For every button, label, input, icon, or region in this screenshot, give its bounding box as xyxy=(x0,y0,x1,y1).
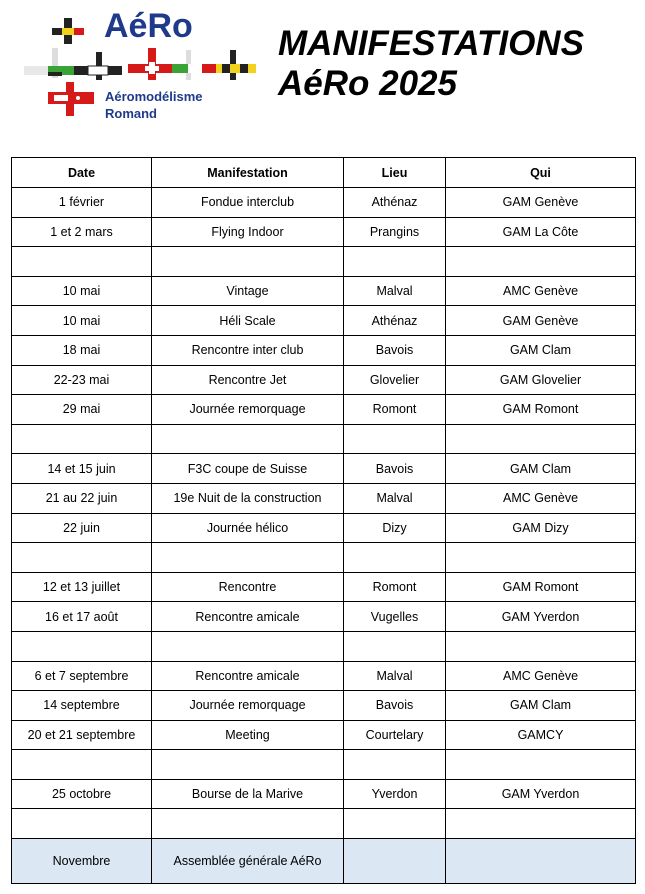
table-row xyxy=(12,335,636,365)
cell-lieu: Malval xyxy=(344,276,446,306)
cell-date: 6 et 7 septembre xyxy=(12,661,152,691)
cell-lieu xyxy=(344,839,446,884)
cell-date: 22 juin xyxy=(12,513,152,543)
cell-manifestation: Héli Scale xyxy=(152,306,344,336)
table-row xyxy=(12,188,636,218)
cell-manifestation: Rencontre Jet xyxy=(152,365,344,395)
cell-lieu: Yverdon xyxy=(344,779,446,809)
table-row xyxy=(12,395,636,425)
cell-lieu: Bavois xyxy=(344,691,446,721)
cell-manifestation: Flying Indoor xyxy=(152,217,344,247)
cell-date: Novembre xyxy=(12,839,152,884)
table-row xyxy=(12,513,636,543)
cell-manifestation xyxy=(152,631,344,661)
cell-qui: GAMCY xyxy=(446,720,636,750)
cell-date: 14 septembre xyxy=(12,691,152,721)
cell-qui: GAM Genève xyxy=(446,188,636,218)
cell-manifestation: Journée remorquage xyxy=(152,395,344,425)
cell-date: 12 et 13 juillet xyxy=(12,572,152,602)
column-header-qui: Qui xyxy=(446,158,636,188)
cell-date: 22-23 mai xyxy=(12,365,152,395)
cell-lieu: Vugelles xyxy=(344,602,446,632)
cell-qui: GAM Yverdon xyxy=(446,602,636,632)
cell-qui: GAM Yverdon xyxy=(446,779,636,809)
cell-lieu xyxy=(344,631,446,661)
cell-manifestation xyxy=(152,809,344,839)
cell-date: 1 février xyxy=(12,188,152,218)
cell-qui: GAM La Côte xyxy=(446,217,636,247)
cell-lieu: Bavois xyxy=(344,454,446,484)
cell-lieu xyxy=(344,247,446,277)
cell-lieu: Romont xyxy=(344,572,446,602)
cell-date: 14 et 15 juin xyxy=(12,454,152,484)
cell-qui xyxy=(446,543,636,573)
cell-qui: GAM Romont xyxy=(446,395,636,425)
page-title xyxy=(278,24,584,104)
cell-manifestation xyxy=(152,543,344,573)
cell-manifestation xyxy=(152,750,344,780)
cell-qui: GAM Clam xyxy=(446,335,636,365)
events-table-body xyxy=(12,188,636,884)
table-row-assembly xyxy=(12,839,636,884)
cell-manifestation: Bourse de la Marive xyxy=(152,779,344,809)
table-row xyxy=(12,661,636,691)
cell-qui xyxy=(446,631,636,661)
cell-lieu xyxy=(344,809,446,839)
cell-qui: GAM Dizy xyxy=(446,513,636,543)
page-title-line1: MANIFESTATIONS xyxy=(278,24,584,63)
cell-qui: GAM Romont xyxy=(446,572,636,602)
table-row xyxy=(12,750,636,780)
cell-manifestation xyxy=(152,424,344,454)
cell-manifestation: Rencontre xyxy=(152,572,344,602)
column-header-lieu: Lieu xyxy=(344,158,446,188)
table-row xyxy=(12,572,636,602)
cell-lieu: Prangins xyxy=(344,217,446,247)
cell-qui: GAM Glovelier xyxy=(446,365,636,395)
cell-date: 20 et 21 septembre xyxy=(12,720,152,750)
cell-manifestation: Journée hélico xyxy=(152,513,344,543)
cell-qui: GAM Clam xyxy=(446,691,636,721)
cell-lieu xyxy=(344,424,446,454)
cell-lieu xyxy=(344,543,446,573)
table-row xyxy=(12,306,636,336)
cell-qui: GAM Genève xyxy=(446,306,636,336)
table-row xyxy=(12,454,636,484)
cell-manifestation: Vintage xyxy=(152,276,344,306)
table-row xyxy=(12,779,636,809)
table-row xyxy=(12,691,636,721)
cell-manifestation: 19e Nuit de la construction xyxy=(152,483,344,513)
cell-lieu: Athénaz xyxy=(344,188,446,218)
table-row xyxy=(12,424,636,454)
cell-date xyxy=(12,750,152,780)
column-header-manifestation: Manifestation xyxy=(152,158,344,188)
table-header-row xyxy=(12,158,636,188)
cell-date xyxy=(12,247,152,277)
table-row xyxy=(12,720,636,750)
cell-date xyxy=(12,543,152,573)
cell-lieu xyxy=(344,750,446,780)
table-row xyxy=(12,602,636,632)
table-row xyxy=(12,276,636,306)
cell-date: 1 et 2 mars xyxy=(12,217,152,247)
table-row xyxy=(12,483,636,513)
logo-wordmark: AéRo xyxy=(104,7,193,45)
cell-lieu: Dizy xyxy=(344,513,446,543)
page-header xyxy=(0,0,645,150)
logo-subtitle-line1: Aéromodélisme xyxy=(105,89,203,104)
cell-manifestation: Rencontre inter club xyxy=(152,335,344,365)
cell-date: 16 et 17 août xyxy=(12,602,152,632)
cell-date: 10 mai xyxy=(12,306,152,336)
cell-lieu: Romont xyxy=(344,395,446,425)
cell-manifestation: Rencontre amicale xyxy=(152,602,344,632)
cell-date: 21 au 22 juin xyxy=(12,483,152,513)
cell-qui: AMC Genève xyxy=(446,661,636,691)
cell-lieu: Malval xyxy=(344,661,446,691)
cell-lieu: Courtelary xyxy=(344,720,446,750)
cell-manifestation: F3C coupe de Suisse xyxy=(152,454,344,484)
cell-qui xyxy=(446,839,636,884)
cell-lieu: Bavois xyxy=(344,335,446,365)
cell-lieu: Malval xyxy=(344,483,446,513)
table-row xyxy=(12,543,636,573)
cell-qui xyxy=(446,809,636,839)
cell-qui: GAM Clam xyxy=(446,454,636,484)
cell-date: 10 mai xyxy=(12,276,152,306)
page-title-line2: AéRo 2025 xyxy=(278,64,457,103)
table-row xyxy=(12,631,636,661)
cell-lieu: Glovelier xyxy=(344,365,446,395)
cell-qui xyxy=(446,750,636,780)
table-row xyxy=(12,247,636,277)
cell-manifestation: Meeting xyxy=(152,720,344,750)
cell-manifestation xyxy=(152,247,344,277)
cell-date: 18 mai xyxy=(12,335,152,365)
table-row xyxy=(12,365,636,395)
cell-date xyxy=(12,424,152,454)
cell-date xyxy=(12,631,152,661)
cell-qui xyxy=(446,247,636,277)
cell-manifestation: Rencontre amicale xyxy=(152,661,344,691)
column-header-date: Date xyxy=(12,158,152,188)
cell-manifestation: Journée remorquage xyxy=(152,691,344,721)
cell-lieu: Athénaz xyxy=(344,306,446,336)
cell-qui xyxy=(446,424,636,454)
table-row xyxy=(12,809,636,839)
cell-date: 29 mai xyxy=(12,395,152,425)
cell-qui: AMC Genève xyxy=(446,483,636,513)
cell-manifestation: Fondue interclub xyxy=(152,188,344,218)
table-row xyxy=(12,217,636,247)
cell-qui: AMC Genève xyxy=(446,276,636,306)
logo-subtitle-line2: Romand xyxy=(105,106,157,121)
events-table xyxy=(11,157,636,884)
cell-date xyxy=(12,809,152,839)
cell-manifestation: Assemblée générale AéRo xyxy=(152,839,344,884)
cell-date: 25 octobre xyxy=(12,779,152,809)
